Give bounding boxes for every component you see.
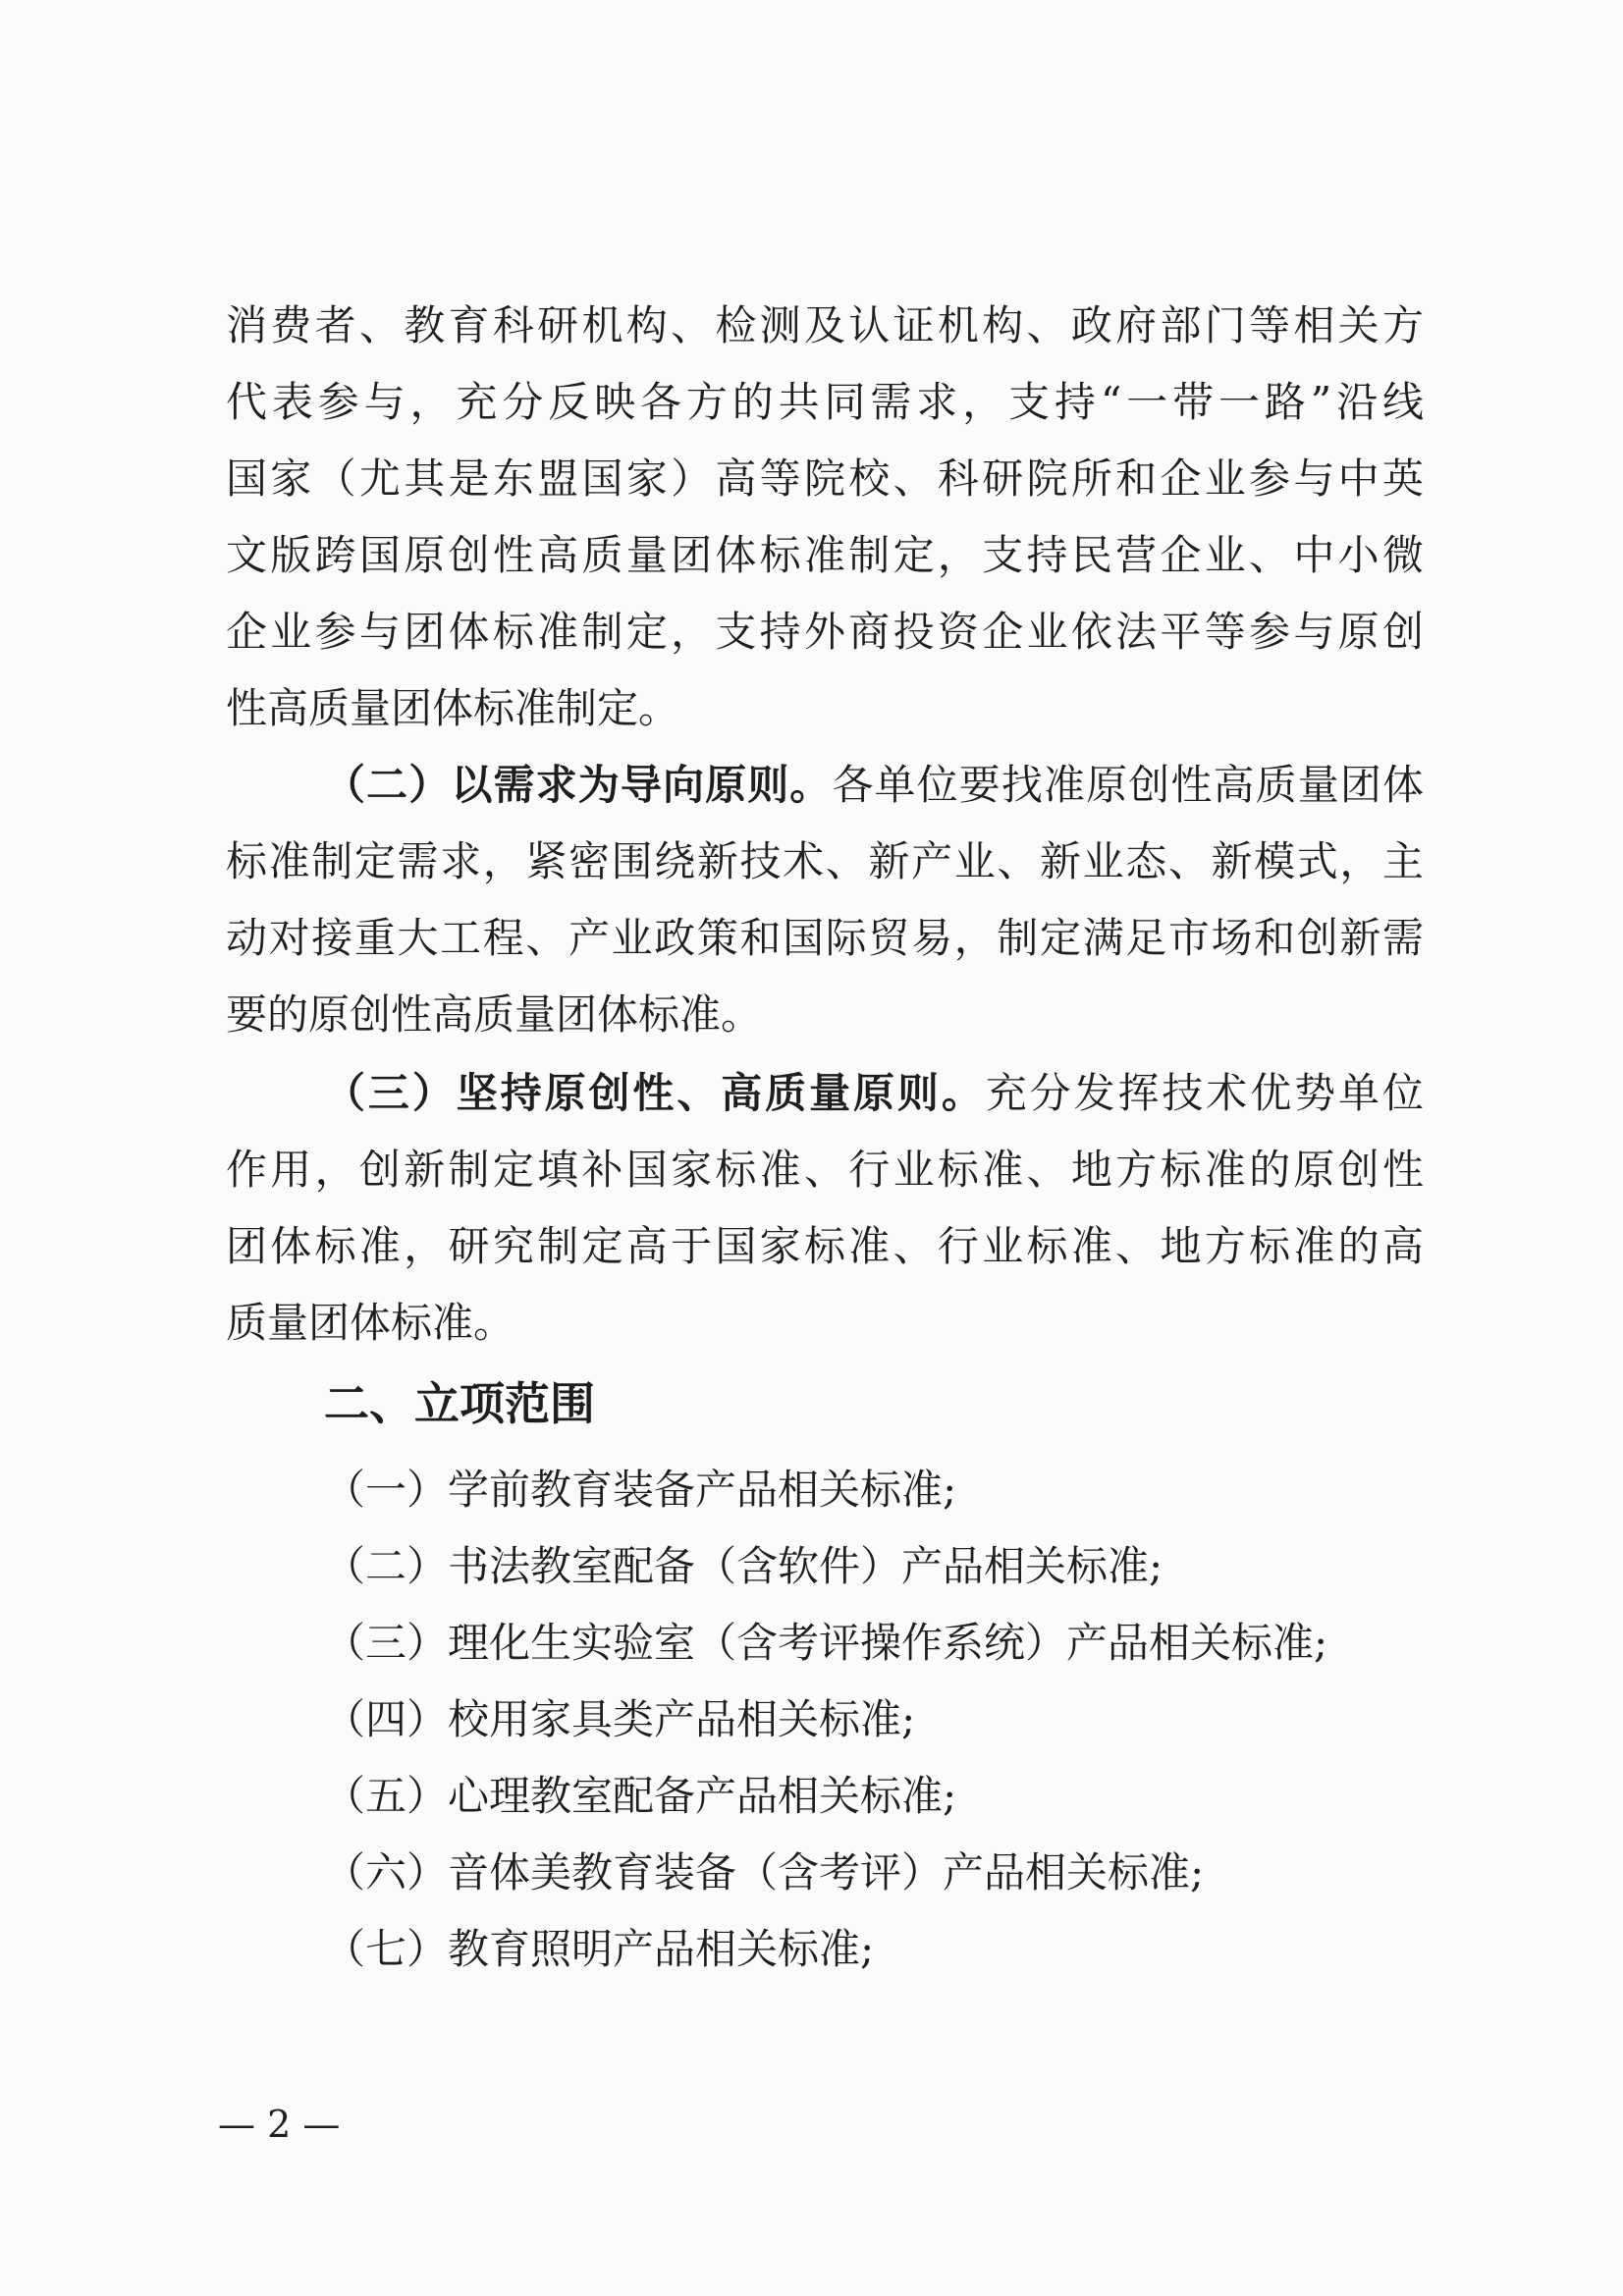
paragraph-line: 代表参与，充分反映各方的共同需求，支持“一带一路”沿线 xyxy=(226,378,1424,426)
list-item: （五）心理教室配备产品相关标准; xyxy=(324,1772,957,1820)
list-item: （七）教育照明产品相关标准; xyxy=(324,1925,875,1973)
list-item: （六）音体美教育装备（含考评）产品相关标准; xyxy=(324,1848,1205,1896)
paragraph-bold-lead: （三）坚持原创性、高质量原则。 xyxy=(324,1069,986,1117)
paragraph-line: 质量团体标准。 xyxy=(226,1299,515,1347)
list-item: （三）理化生实验室（含考评操作系统）产品相关标准; xyxy=(324,1619,1328,1667)
paragraph-line: 要的原创性高质量团体标准。 xyxy=(226,990,763,1039)
paragraph-line: 团体标准，研究制定高于国家标准、行业标准、地方标准的高 xyxy=(226,1222,1424,1270)
section-heading: 二、立项范围 xyxy=(324,1377,595,1430)
paragraph-line: 文版跨国原创性高质量团体标准制定，支持民营企业、中小微 xyxy=(226,531,1424,579)
paragraph-first-line xyxy=(324,760,1424,811)
paragraph-text: 充分发挥技术优势单位 xyxy=(985,1069,1424,1117)
paragraph-line: 性高质量团体标准制定。 xyxy=(226,684,680,732)
paragraph-line: 作用，创新制定填补国家标准、行业标准、地方标准的原创性 xyxy=(226,1146,1424,1194)
list-item: （四）校用家具类产品相关标准; xyxy=(324,1695,916,1743)
page-number: — 2 — xyxy=(218,2103,341,2146)
paragraph-line: 国家（尤其是东盟国家）高等院校、科研院所和企业参与中英 xyxy=(226,454,1424,503)
paragraph-line: 企业参与团体标准制定，支持外商投资企业依法平等参与原创 xyxy=(226,608,1424,656)
paragraph-line: 消费者、教育科研机构、检测及认证机构、政府部门等相关方 xyxy=(226,301,1424,349)
list-item: （二）书法教室配备（含软件）产品相关标准; xyxy=(324,1542,1163,1590)
paragraph-text: 各单位要找准原创性高质量团体 xyxy=(832,761,1424,809)
paragraph-line: 动对接重大工程、产业政策和国际贸易，制定满足市场和创新需 xyxy=(226,914,1424,962)
paragraph-first-line xyxy=(324,1068,1424,1119)
list-item: （一）学前教育装备产品相关标准; xyxy=(324,1466,957,1514)
paragraph-line: 标准制定需求，紧密围绕新技术、新产业、新业态、新模式，主 xyxy=(226,837,1424,885)
paragraph-bold-lead: （二）以需求为导向原则。 xyxy=(324,761,833,809)
